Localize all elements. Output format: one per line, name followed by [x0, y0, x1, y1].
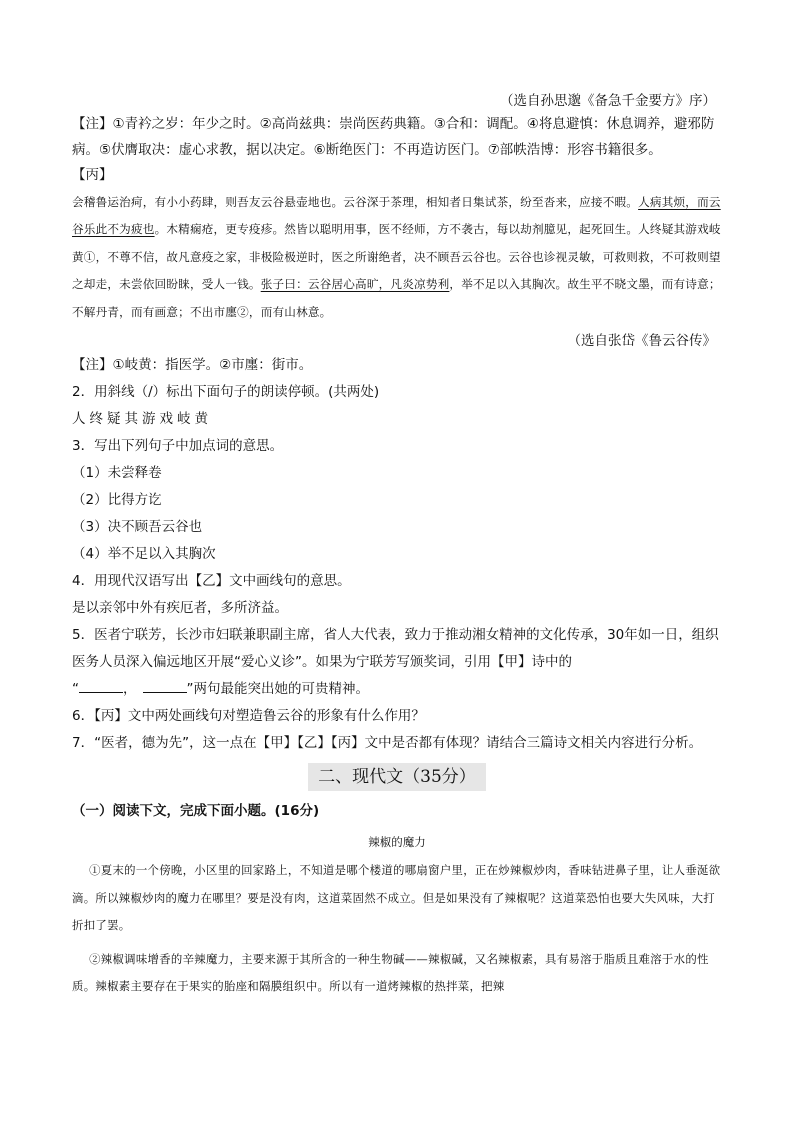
answer-blank-2[interactable]: [143, 678, 187, 693]
question-5-tail: ”两句最能突出她的可贵精神。: [186, 681, 369, 697]
source-citation-yi: （选自孙思邈《备急千金要方》序）: [500, 93, 716, 109]
passage-bing-part2: 。木精痫疮，更专疫疹。然皆以聪明用事，医不经师，方不袭古，每以劫剂臆见，起死回生。人终疑其游戏岐黄①，不尊不信，故凡意疫之家，非极险极逆时，医之所谢绝者，决不顾吾云谷也。云谷也诊视灵敏，可救则救，不可救则望之却走，未尝依回盼睐，受人一钱。: [72, 222, 721, 291]
sub-heading: （一）阅读下文，完成下面小题。(16分): [72, 803, 320, 819]
question-3-item-4: （4）举不足以入其胸次: [72, 546, 216, 562]
question-2: 2．用斜线（/）标出下面句子的朗读停顿。(共两处): [72, 384, 380, 400]
source-citation-bing: （选自张岱《鲁云谷传》: [567, 333, 716, 349]
answer-blank-1[interactable]: [79, 678, 123, 693]
question-3-item-3: （3）决不顾吾云谷也: [72, 519, 203, 535]
question-3-item-2: （2）比得方讫: [72, 492, 162, 508]
section-label-bing: 【丙】: [72, 167, 113, 183]
passage-bing-part1: 会稽鲁运治疴，有小小药肆，则吾友云谷悬壶地也。云谷深于茶理，相知者日集试茶，纷至沓来，应接不暇。: [72, 194, 639, 209]
underlined-sentence-2: 张子曰：云谷居心高旷，凡炎凉势利: [260, 277, 450, 291]
note-yi: 【注】①青衿之岁：年少之时。②高尚兹典：崇尚医药典籍。③合和：调配。④将息避慎：休息调养，避邪防病。⑤伏膺取决：虚心求教，据以决定。⑥断绝医门：不再造访医门。⑦部帙浩博：形容书籍很多。: [72, 116, 715, 158]
passage-bing: [72, 189, 722, 327]
question-6: 6．【丙】文中两处画线句对塑造鲁云谷的形象有什么作用？: [72, 708, 425, 724]
question-5-blanks: “ ， ”两句最能突出她的可贵精神。: [72, 676, 722, 703]
passage-bing-part3: ，举不足以入其胸次。故生平不晓文墨，而有诗意；不解丹青，而有画意；不出市廛②，而有山林意。: [72, 277, 721, 319]
document-page: [72, 90, 722, 1001]
underlined-sentence-1: 人病其烦，而云谷乐此不为疲也: [72, 194, 721, 236]
article-paragraph-2: ②辣椒调味增香的辛辣魔力，主要来源于其所含的一种生物碱——辣椒碱，又名辣椒素，具有易溶于脂质且难溶于水的性质。辣椒素主要存在于果实的胎座和隔膜组织中。所以有一道烤辣椒的热拌菜，把辣: [72, 951, 709, 993]
question-3-item-1: （1）未尝释卷: [72, 465, 162, 481]
question-4: 4．用现代汉语写出【乙】文中画线句的意思。: [72, 573, 351, 589]
question-2-sentence: 人终疑其游戏岐黄: [72, 411, 212, 427]
question-4-sentence: 是以亲邻中外有疾厄者，多所济益。: [72, 600, 288, 616]
question-5: 5．医者宁联芳，长沙市妇联兼职副主席，省人大代表，致力于推动湘女精神的文化传承，30年如一日，组织医务人员深入偏远地区开展“爱心义诊”。如果为宁联芳写颁奖词，引用【甲】诗中的: [72, 627, 719, 670]
article-paragraph-1: ①夏末的一个傍晚，小区里的回家路上，不知道是哪个楼道的哪扇窗户里，正在炒辣椒炒肉，香味钻进鼻子里，让人垂涎欲滴。所以辣椒炒肉的魔力在哪里？要是没有肉，这道菜固然不成立。但是如果没有了辣椒呢？这道菜恐怕也要大失风味，大打折扣了罢。: [72, 863, 721, 932]
note-bing: 【注】①岐黄：指医学。②市廛：街市。: [72, 357, 313, 373]
article-title: 辣椒的魔力: [368, 835, 426, 849]
question-3: 3．写出下列句子中加点词的意思。: [72, 438, 284, 454]
section-title: 二、现代文（35分）: [72, 763, 722, 791]
question-7: 7．“医者，德为先”，这一点在【甲】【乙】【丙】文中是否都有体现？请结合三篇诗文相关内容进行分析。: [72, 735, 703, 751]
